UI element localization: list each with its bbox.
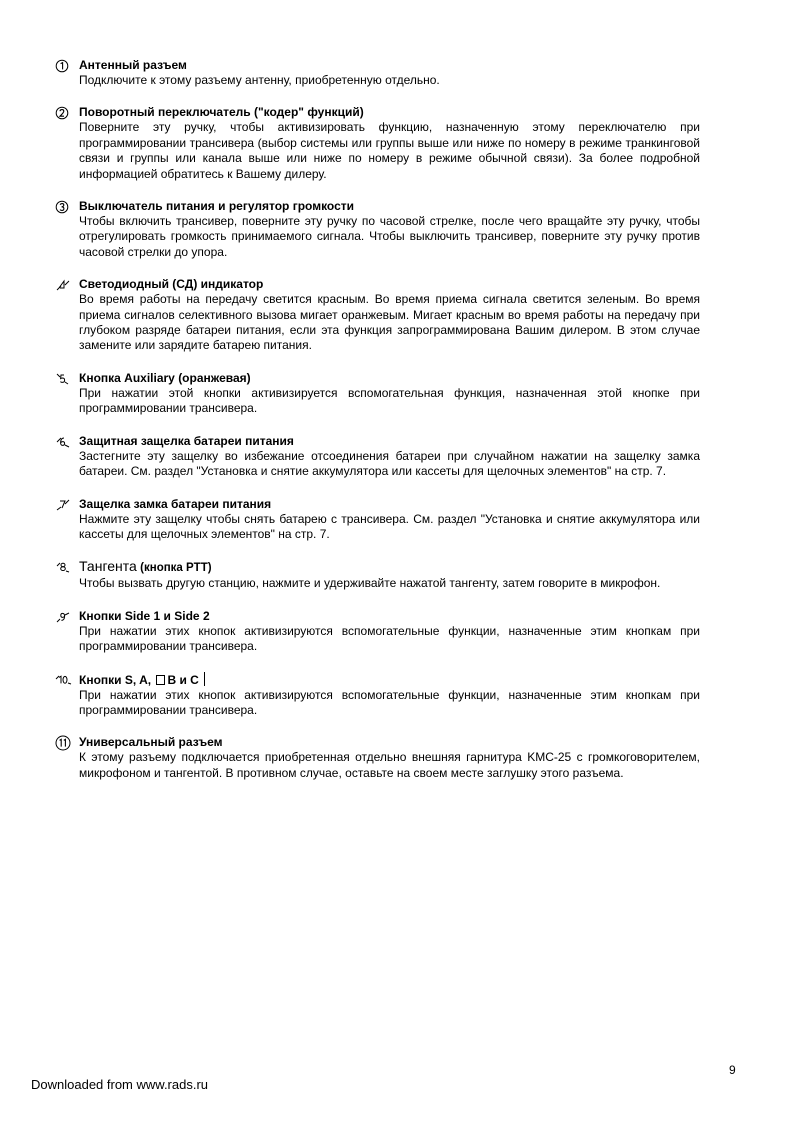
item-body: Чтобы вызвать другую станцию, нажмите и удерживайте нажатой тангенту, затем говорите в микрофон. [79, 576, 661, 591]
digit-six-arrow-icon [55, 434, 75, 450]
list-item [55, 497, 700, 543]
item-body: При нажатии этой кнопки активизируется вспомогательная функция, назначенная этой кнопке при программировании трансивера. [79, 385, 700, 416]
item-body: Поверните эту ручку, чтобы активизировать функцию, назначенную этому переключателю при программировании трансивера (выбор системы или группы выше или ниже по номеру в режиме транкинговой связи и группы или канала выше или ниже по номеру в режиме обычной связи). За более подробной информацией обратитесь к Вашему дилеру. [79, 120, 700, 181]
list-item [55, 371, 700, 417]
item-title: Защелка замка батареи питания [79, 496, 272, 511]
list-item [55, 105, 700, 182]
circled-digit-two-icon [55, 105, 75, 121]
list-item [55, 434, 700, 480]
item-title: Антенный разъем [79, 58, 187, 72]
digit-nine-arrow-icon [55, 609, 75, 625]
circled-number-eleven-icon [55, 735, 75, 751]
item-title-tail: (кнопка PTT) [140, 562, 212, 575]
digit-four-arrow-icon [55, 277, 75, 293]
digit-eight-arrow-icon [55, 559, 75, 575]
item-title: Универсальный разъем [79, 735, 223, 750]
digit-seven-arrow-icon [55, 497, 75, 513]
list-item [55, 58, 700, 88]
item-body: Нажмите эту защелку чтобы снять батарею с трансивера. См. раздел "Установка и снятие аккумулятора или кассеты для щелочных элементов" на стр. 7. [79, 511, 700, 541]
list-item [55, 672, 700, 719]
item-body: При нажатии этих кнопок активизируются вспомогательные функции, назначенные этим кнопкам при программировании трансивера. [79, 623, 700, 654]
digit-five-arrow-icon [55, 371, 75, 387]
item-body: Во время работы на передачу светится красным. Во время приема сигнала светится зеленым. Во время приема сигналов селективного вызова мигает оранжевым. Мигает красным во время работы на передачу при глубоком разряде батареи питания, если эта функция запрограммирована Вашим дилером. В этом случае замените или зарядите батарею питания. [79, 292, 700, 353]
page-number: 9 [729, 1063, 736, 1077]
item-title: Кнопки Side 1 и Side 2 [79, 608, 210, 623]
item-title-part-b: B и C [167, 672, 199, 687]
list-item [55, 199, 700, 260]
circled-digit-one-icon [55, 58, 75, 74]
item-title: Светодиодный (СД) индикатор [79, 277, 264, 292]
digit-ten-arrow-icon [55, 672, 75, 688]
item-title: Защитная защелка батареи питания [79, 433, 294, 448]
list-item [55, 735, 700, 781]
list-item [55, 609, 700, 655]
item-title-part-a: Кнопки S, A, [79, 672, 152, 687]
square-button-icon [156, 675, 165, 685]
item-title: Выключатель питания и регулятор громкости [79, 199, 355, 214]
item-title [79, 672, 700, 688]
list-item [55, 277, 700, 354]
text-cursor [204, 672, 206, 686]
item-body: При нажатии этих кнопок активизируются вспомогательные функции, назначенные этим кнопкам при программировании трансивера. [79, 687, 700, 717]
item-title [79, 559, 700, 576]
item-title: Поворотный переключатель ("кодер" функций) [79, 105, 364, 120]
item-title-main: Тангента [79, 558, 137, 575]
item-body: Застегните эту защелку во избежание отсоединения батареи при случайном нажатии на защелку замка батареи. См. раздел "Установка и снятие аккумулятора или кассеты для щелочных элементов" на стр. 7. [79, 448, 700, 479]
item-body: Подключите к этому разъему антенну, приобретенную отдельно. [79, 73, 440, 87]
item-body: Чтобы включить трансивер, поверните эту ручку по часовой стрелке, после чего вращайте эту ручку, чтобы отрегулировать громкость принимаемого сигнала. Чтобы выключить трансивер, поверните эту ручку против часовой стрелки до упора. [79, 214, 700, 259]
footer-source-note: Downloaded from www.rads.ru [31, 1077, 209, 1092]
list-item [55, 559, 700, 591]
page-content [55, 58, 700, 781]
circled-digit-three-icon [55, 199, 75, 215]
item-body: К этому разъему подключается приобретенная отдельно внешняя гарнитура KMC-25 с громкоговорителем, микрофоном и тангентой. В противном случае, оставьте на своем месте заглушку этого разъема. [79, 750, 700, 780]
item-title: Кнопка Auxiliary (оранжевая) [79, 370, 251, 385]
